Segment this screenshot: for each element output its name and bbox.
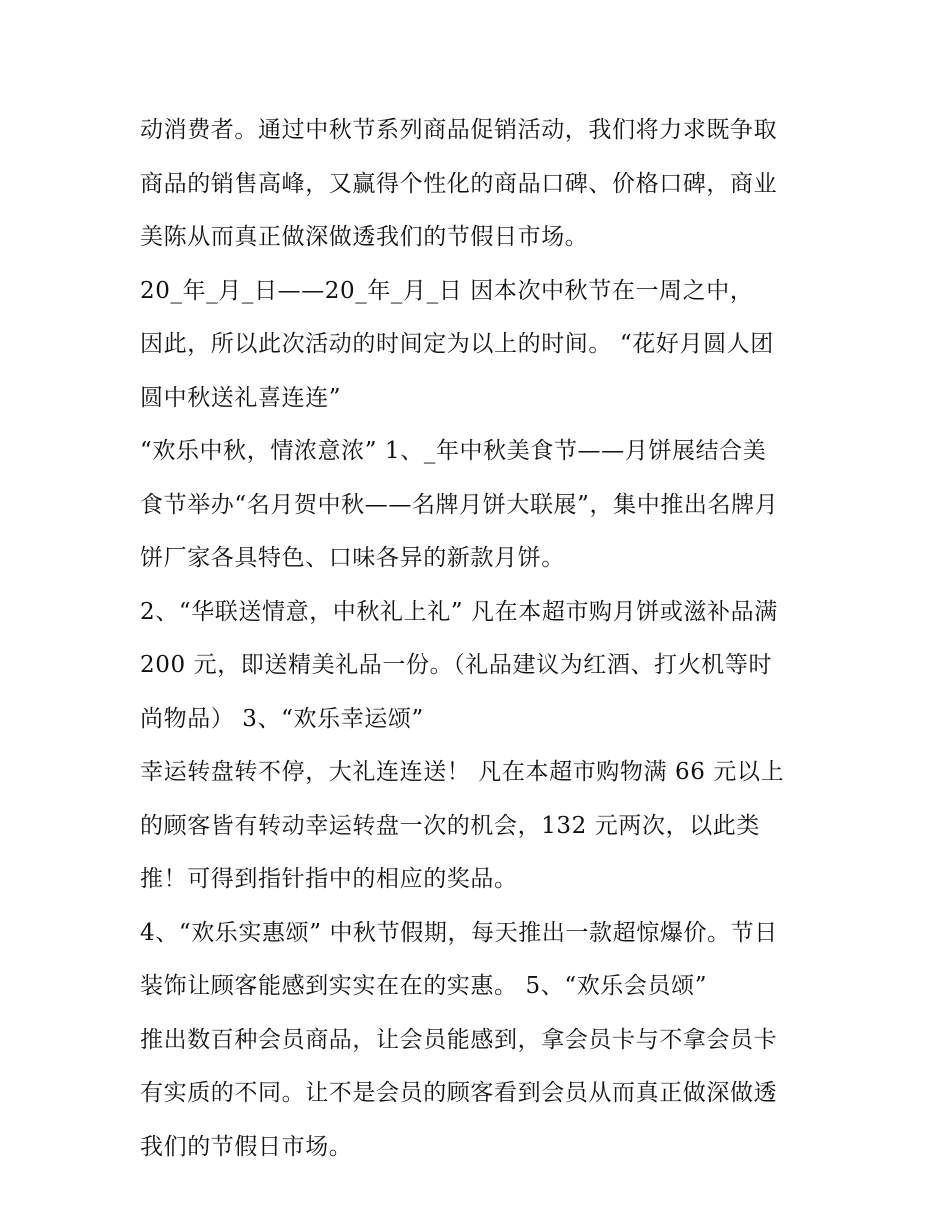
text-line: 200 元，即送精美礼品一份。（礼品建议为红酒、打火机等时	[140, 652, 773, 678]
text-line: 的顾客皆有转动幸运转盘一次的机会，132 元两次，以此类	[140, 812, 761, 839]
text-line: 有实质的不同。让不是会员的顾客看到会员从而真正做深做透	[140, 1080, 778, 1106]
text-line: 幸运转盘转不停，大礼连连送！ 凡在本超市购物满 66 元以上	[140, 759, 785, 785]
text-line: 动消费者。通过中秋节系列商品促销活动，我们将力求既争取	[140, 117, 778, 143]
text-line: 尚物品） 3、“欢乐幸运颂”	[140, 705, 424, 732]
text-line: 装饰让顾客能感到实实在在的实惠。 5、“欢乐会员颂”	[140, 973, 708, 999]
text-line: 商品的销售高峰，又赢得个性化的商品口碑、价格口碑，商业	[140, 170, 778, 197]
text-line: 圆中秋送礼喜连连”	[140, 384, 342, 411]
text-line: 美陈从而真正做深做透我们的节假日市场。	[140, 224, 589, 250]
text-line: 4、“欢乐实惠颂” 中秋节假期，每天推出一款超惊爆价。节日	[140, 919, 778, 946]
text-line: 推！可得到指针指中的相应的奖品。	[140, 866, 518, 892]
document-body	[140, 104, 820, 1174]
text-line: 20_年_月_日——20_年_月_日 因本次中秋节在一周之中，	[140, 277, 754, 304]
text-line: 推出数百种会员商品，让会员能感到，拿会员卡与不拿会员卡	[140, 1026, 778, 1053]
text-line: 食节举办“名月贺中秋——名牌月饼大联展”，集中推出名牌月	[140, 491, 779, 518]
text-line: 因此，所以此次活动的时间定为以上的时间。 “花好月圆人团	[140, 331, 774, 357]
text-line: 2、“华联送情意，中秋礼上礼” 凡在本超市购月饼或滋补品满	[140, 598, 778, 625]
text-line: 饼厂家各具特色、口味各异的新款月饼。	[140, 545, 565, 571]
text-line: 我们的节假日市场。	[140, 1133, 353, 1160]
text-line: “欢乐中秋，情浓意浓” 1、_年中秋美食节——月饼展结合美	[140, 438, 767, 464]
